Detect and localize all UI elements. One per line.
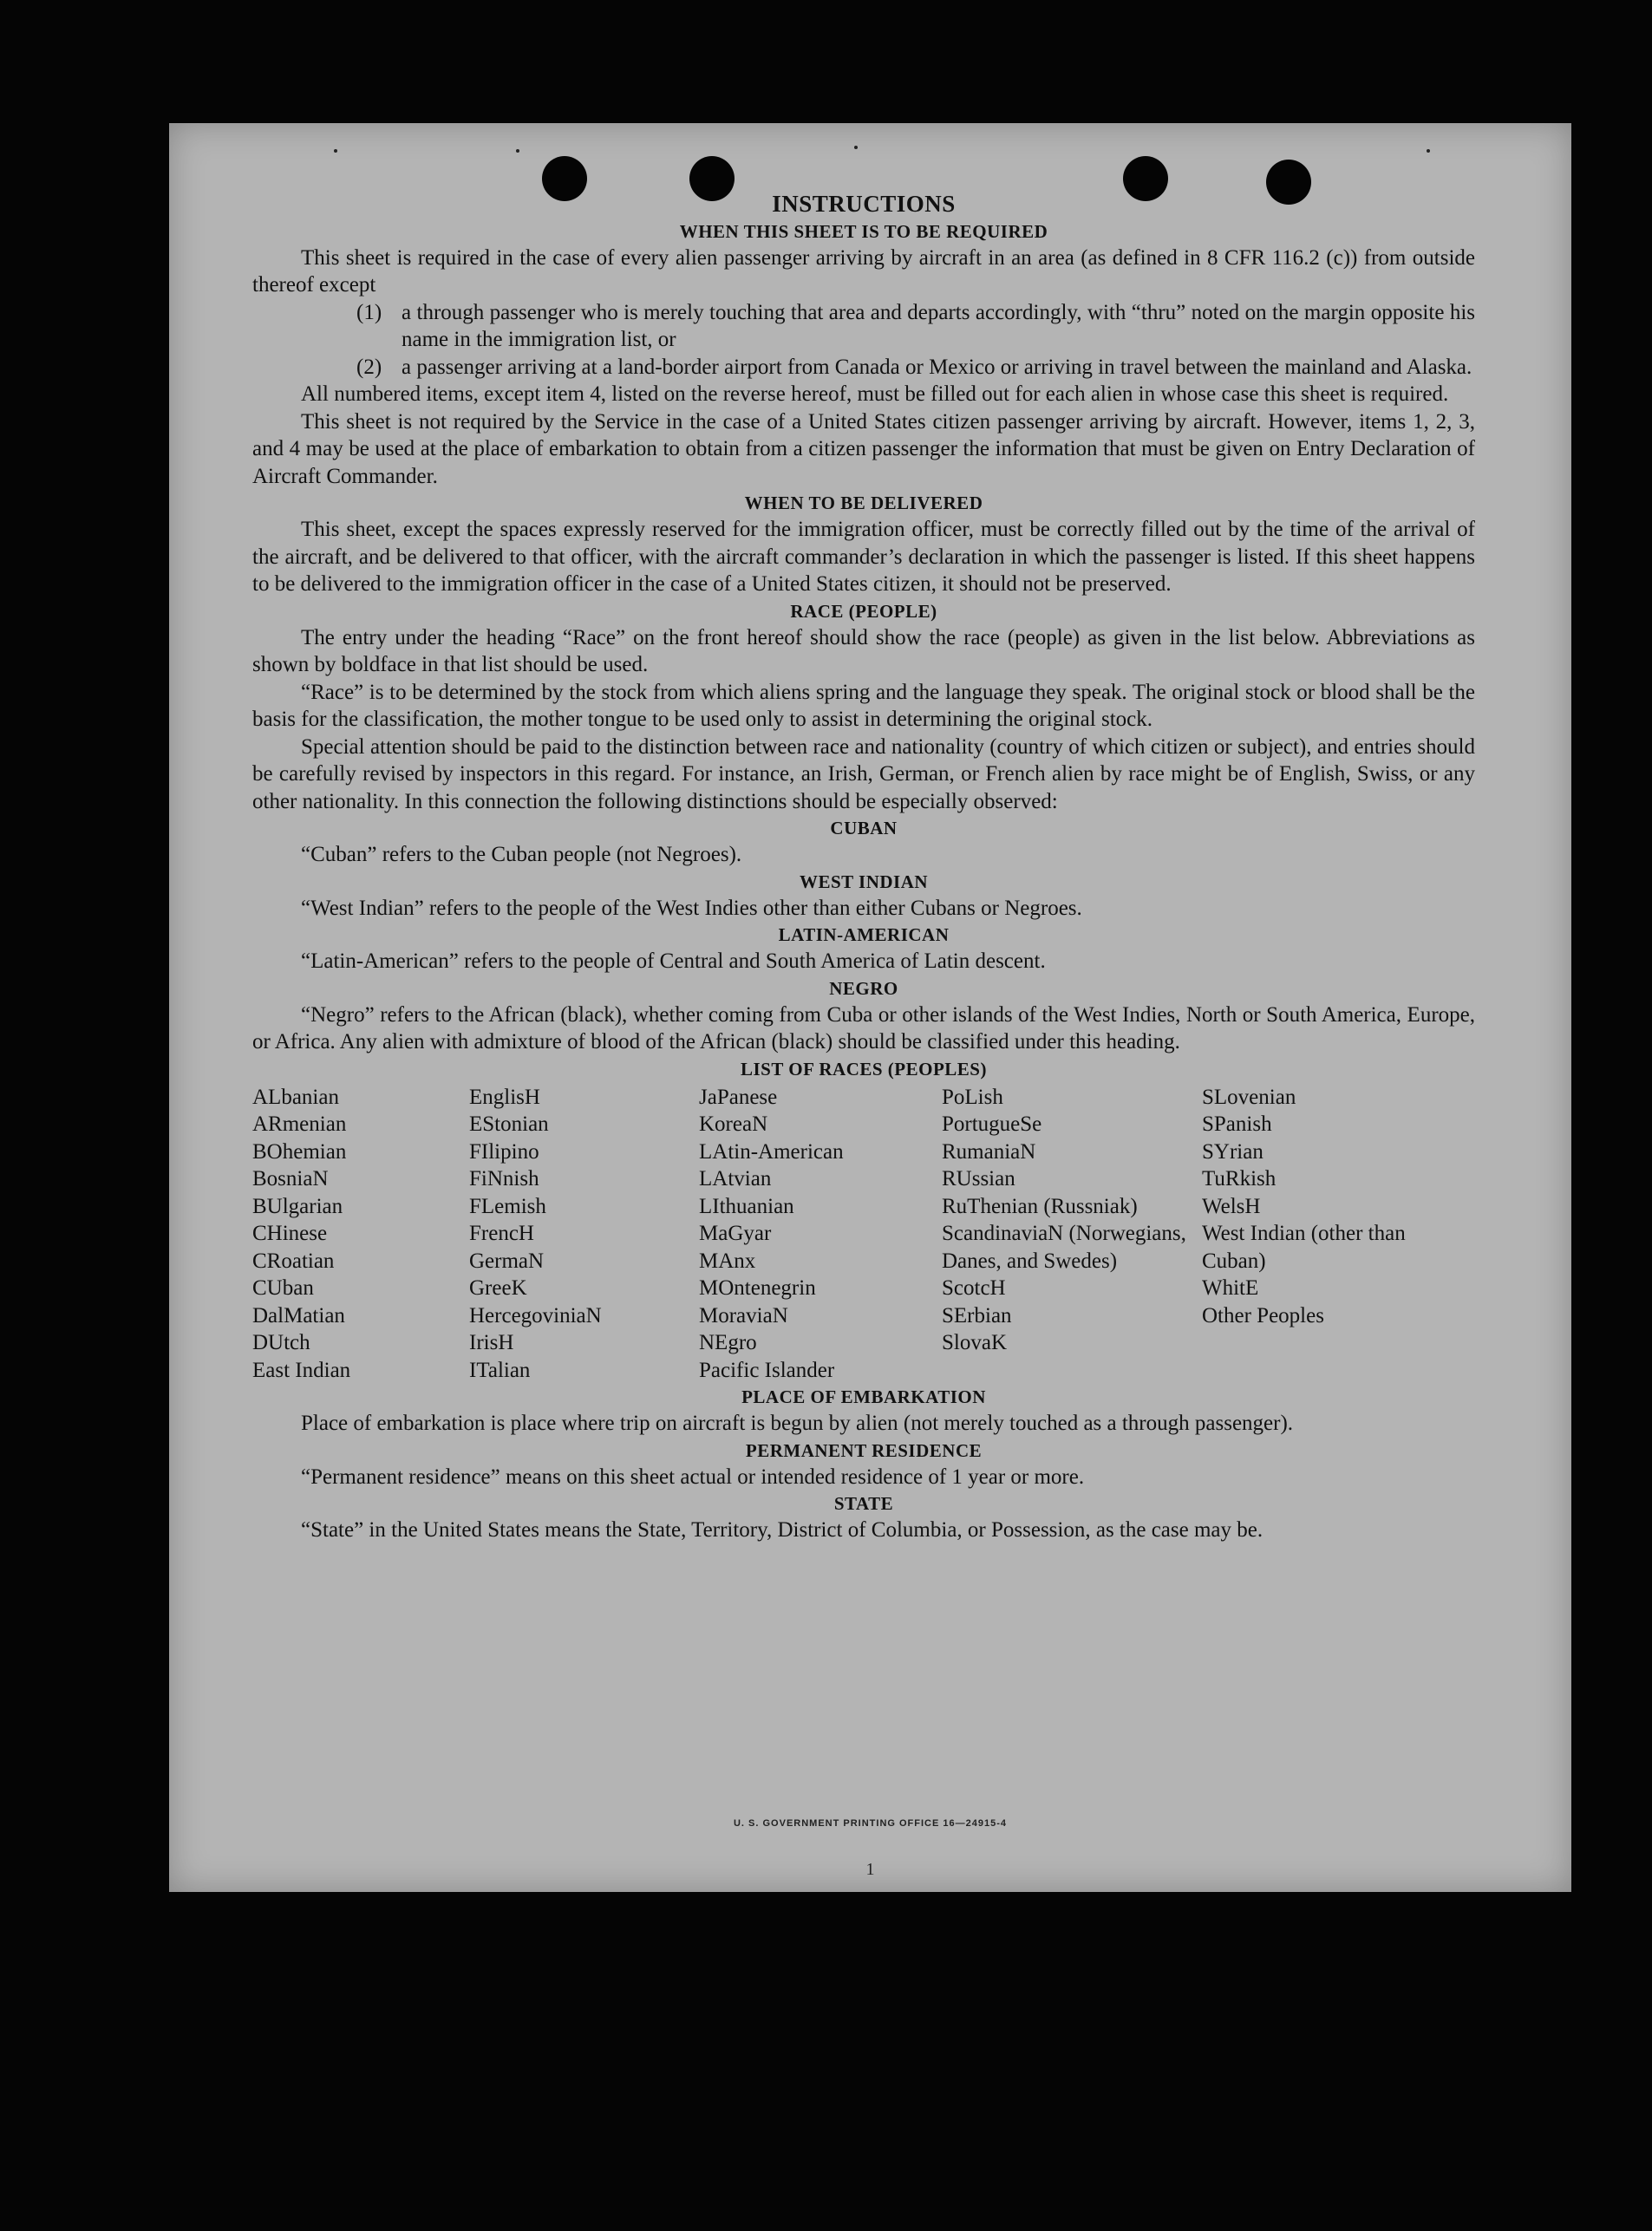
cuban-text: “Cuban” refers to the Cuban people (not Negroes). [301,843,742,866]
item-text: a passenger arriving at a land-border airport from Canada or Mexico or arriving in travel between the mainland and Alaska. [402,355,1472,379]
heading-residence: PERMANENT RESIDENCE [745,1439,983,1461]
race-entry: CUban [252,1276,314,1300]
race-entry: Other Peoples [1202,1303,1324,1328]
race-entry: ARmenian [252,1112,347,1136]
race-entry: FrencH [469,1222,534,1245]
race-entry: West Indian (other than Cuban) [1202,1222,1406,1273]
race-entry: BOhemian [252,1139,347,1164]
heading-state: STATE [833,1493,894,1514]
race-entry: NEgro [699,1331,757,1354]
race-entry: JaPanese [699,1085,778,1109]
race-entry: PoLish [942,1085,1003,1109]
race-entry: HercegoviniaN [469,1303,602,1328]
speck [1427,149,1430,153]
race-entry: WelsH [1202,1194,1261,1218]
race-entry: FLemish [469,1194,546,1218]
race-para-2: “Race” is to be determined by the stock from which aliens spring and the language they speak. The original stock or blood shall be the basis for the classification, the mother tongue to be used only to assist in determining the original stock. [252,680,1475,731]
races-list [252,1084,1475,1385]
race-entry: EnglisH [469,1085,540,1109]
race-entry: RumaniaN [942,1139,1036,1164]
state-text: “State” in the United States means the State, Territory, District of Columbia, or Possession, as the case may be. [301,1518,1263,1542]
negro-text: “Negro” refers to the African (black), whether coming from Cuba or other islands of the West Indies, North or South America, Europe, or Africa. Any alien with admixture of blood of the African (black) should be classified under this heading. [252,1002,1475,1054]
race-entry: CRoatian [252,1249,335,1273]
race-entry: FIlipino [469,1139,539,1164]
speck [516,149,519,153]
race-entry: SErbian [942,1303,1012,1328]
heading-embarkation: PLACE OF EMBARKATION [741,1386,986,1407]
required-item-1 [252,299,1475,354]
heading-west-indian: WEST INDIAN [799,871,929,892]
race-entry: KoreaN [699,1112,768,1136]
heading-cuban: CUBAN [830,818,898,838]
races-column-3 [699,1084,942,1385]
west-indian-text: “West Indian” refers to the people of the West Indies other than either Cubans or Negroes. [301,896,1082,920]
residence-text: “Permanent residence” means on this sheet actual or intended residence of 1 year or more. [301,1465,1085,1489]
printing-office-footer: U. S. GOVERNMENT PRINTING OFFICE 16—24915-4 [733,1818,1007,1829]
race-entry: BosniaN [252,1167,329,1191]
race-entry: MaGyar [699,1222,772,1245]
race-entry: ScotcH [942,1276,1006,1300]
instructions-content [252,187,1475,1544]
speck [854,146,858,149]
latin-american-text: “Latin-American” refers to the people of Central and South America of Latin descent. [301,949,1046,973]
race-entry: GreeK [469,1276,527,1300]
race-entry: DUtch [252,1331,310,1354]
item-number: (2) [356,355,382,379]
item-text: a through passenger who is merely touching that area and departs accordingly, with “thru” noted on the margin opposite his name in the immigration list, or [402,300,1475,351]
required-item-2 [252,354,1475,382]
race-para-1: The entry under the heading “Race” on the front hereof should show the race (people) as given in the list below. Abbreviations as shown by boldface in that list should be used. [252,625,1475,676]
race-entry: SPanish [1202,1112,1272,1136]
race-entry: FiNnish [469,1167,539,1191]
race-entry: RUssian [942,1167,1015,1191]
document-sheet [169,123,1571,1892]
races-column-2 [469,1084,699,1385]
heading-latin-american: LATIN-AMERICAN [778,924,950,945]
race-entry: MOntenegrin [699,1276,816,1300]
required-para-2: All numbered items, except item 4, listed on the reverse hereof, must be filled out for each alien in whose case this sheet is required. [301,382,1449,406]
race-entry: SYrian [1202,1139,1263,1164]
race-entry: EStonian [469,1112,549,1136]
page-number: 1 [865,1860,875,1879]
page-title: INSTRUCTIONS [772,191,956,217]
race-entry: RuThenian (Russniak) [942,1194,1138,1218]
speck [334,149,337,153]
race-entry: SLovenian [1202,1085,1296,1109]
race-entry: MAnx [699,1249,756,1273]
race-entry: ScandinaviaN (Norwegians, Danes, and Swedes) [942,1222,1186,1273]
item-number: (1) [356,300,382,324]
race-entry: BUlgarian [252,1194,343,1218]
race-entry: LAtin-American [699,1139,844,1164]
heading-negro: NEGRO [829,977,898,999]
race-entry: East Indian [252,1358,351,1382]
heading-races-list: LIST OF RACES (PEOPLES) [741,1058,987,1080]
race-entry: WhitE [1202,1276,1259,1300]
required-intro: This sheet is required in the case of every alien passenger arriving by aircraft in an area (as defined in 8 CFR 116.2 (c)) from outside thereof except [252,245,1475,297]
race-entry: IrisH [469,1331,514,1354]
race-entry: TuRkish [1202,1167,1277,1191]
races-column-1 [252,1084,469,1385]
race-entry: PortugueSe [942,1112,1042,1136]
heading-required: WHEN THIS SHEET IS TO BE REQUIRED [679,220,1048,242]
races-column-5 [1202,1084,1423,1385]
race-entry: LIthuanian [699,1194,794,1218]
required-para-3: This sheet is not required by the Service in the case of a United States citizen passenger arriving by aircraft. However, items 1, 2, 3, and 4 may be used at the place of embarkation to obtain from a citizen passenger the information that must be given on Entry Declaration of Aircraft Commander. [252,409,1475,488]
race-entry: LAtvian [699,1167,772,1191]
heading-race: RACE (PEOPLE) [790,600,937,622]
race-entry: DalMatian [252,1303,345,1328]
race-entry: SlovaK [942,1331,1007,1354]
embarkation-text: Place of embarkation is place where trip on aircraft is begun by alien (not merely touched as a through passenger). [301,1412,1294,1435]
races-column-4 [942,1084,1202,1385]
race-entry: CHinese [252,1222,328,1245]
delivered-text: This sheet, except the spaces expressly reserved for the immigration officer, must be correctly filled out by the time of the arrival of the aircraft, and be delivered to that officer, with the aircraft commander’s declaration in which the passenger is listed. If this sheet happens to be delivered to the immigration officer in the case of a United States citizen, it should not be preserved. [252,518,1475,596]
race-entry: ITalian [469,1358,531,1382]
race-entry: GermaN [469,1249,545,1273]
race-entry: ALbanian [252,1085,339,1109]
race-para-3: Special attention should be paid to the distinction between race and nationality (country of which citizen or subject), and entries should be carefully revised by inspectors in this regard. For instance, an Irish, German, or French alien by race might be of English, Swiss, or any other nationality. In this connection the following distinctions should be especially observed: [252,734,1475,813]
race-entry: Pacific Islander [699,1358,835,1382]
race-entry: MoraviaN [699,1303,788,1328]
heading-delivered: WHEN TO BE DELIVERED [744,493,983,513]
